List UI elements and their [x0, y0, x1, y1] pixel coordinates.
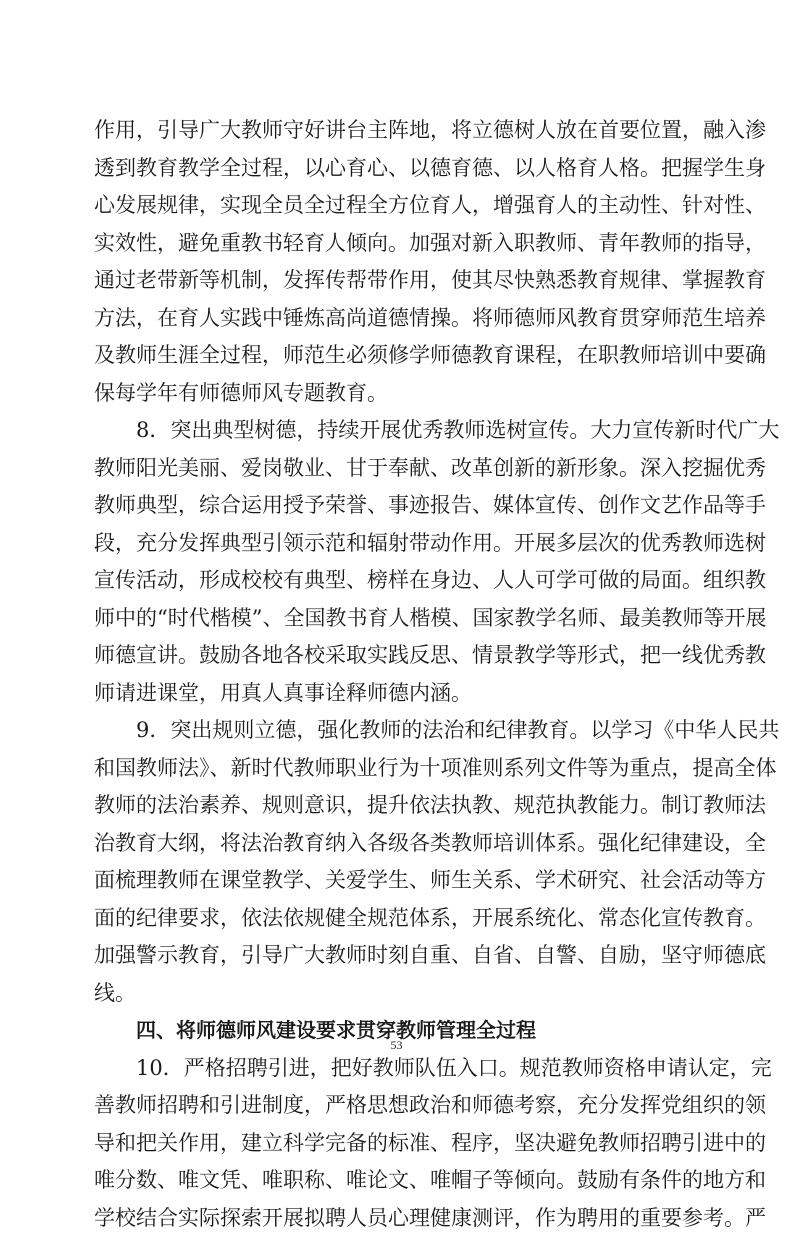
- text-line: 学校结合实际探索开展拟聘人员心理健康测评，作为聘用的重要参考。严: [94, 1200, 700, 1237]
- text-line: 唯分数、唯文凭、唯职称、唯论文、唯帽子等倾向。鼓励有条件的地方和: [94, 1162, 700, 1200]
- text-line: 通过老带新等机制，发挥传帮带作用，使其尽快熟悉教育规律、掌握教育: [94, 262, 700, 300]
- text-line: 宣传活动，形成校校有典型、榜样在身边、人人可学可做的局面。组织教: [94, 562, 700, 600]
- section-heading: 四、将师德师风建设要求贯穿教师管理全过程: [94, 1012, 700, 1050]
- text-line: 线。: [94, 975, 700, 1013]
- text-line: 保每学年有师德师风专题教育。: [94, 375, 700, 413]
- body-text: [94, 112, 700, 1237]
- text-line: 面的纪律要求，依法依规健全规范体系，开展系统化、常态化宣传教育。: [94, 900, 700, 938]
- text-line: 教师阳光美丽、爱岗敬业、甘于奉献、改革创新的新形象。深入挖掘优秀: [94, 450, 700, 488]
- text-line: 师请进课堂，用真人真事诠释师德内涵。: [94, 675, 700, 713]
- text-line: 导和把关作用，建立科学完备的标准、程序，坚决避免教师招聘引进中的: [94, 1125, 700, 1163]
- text-line: 教师典型，综合运用授予荣誉、事迹报告、媒体宣传、创作文艺作品等手: [94, 487, 700, 525]
- text-line: 方法，在育人实践中锤炼高尚道德情操。将师德师风教育贯穿师范生培养: [94, 300, 700, 338]
- text-line: 作用，引导广大教师守好讲台主阵地，将立德树人放在首要位置，融入渗: [94, 112, 700, 150]
- text-line: 心发展规律，实现全员全过程全方位育人，增强育人的主动性、针对性、: [94, 187, 700, 225]
- text-line: 10．严格招聘引进，把好教师队伍入口。规范教师资格申请认定，完: [94, 1050, 700, 1088]
- text-line: 加强警示教育，引导广大教师时刻自重、自省、自警、自励，坚守师德底: [94, 937, 700, 975]
- text-line: 治教育大纲，将法治教育纳入各级各类教师培训体系。强化纪律建设，全: [94, 825, 700, 863]
- text-line: 实效性，避免重教书轻育人倾向。加强对新入职教师、青年教师的指导，: [94, 225, 700, 263]
- page-number: 53: [0, 1038, 793, 1053]
- text-line: 8．突出典型树德，持续开展优秀教师选树宣传。大力宣传新时代广大: [94, 412, 700, 450]
- text-line: 和国教师法》、新时代教师职业行为十项准则系列文件等为重点，提高全体: [94, 750, 700, 788]
- text-line: 师中的“时代楷模”、全国教书育人楷模、国家教学名师、最美教师等开展: [94, 600, 700, 638]
- text-line: 师德宣讲。鼓励各地各校采取实践反思、情景教学等形式，把一线优秀教: [94, 637, 700, 675]
- text-line: 面梳理教师在课堂教学、关爱学生、师生关系、学术研究、社会活动等方: [94, 862, 700, 900]
- text-line: 透到教育教学全过程，以心育心、以德育德、以人格育人格。把握学生身: [94, 150, 700, 188]
- text-line: 段，充分发挥典型引领示范和辐射带动作用。开展多层次的优秀教师选树: [94, 525, 700, 563]
- text-line: 善教师招聘和引进制度，严格思想政治和师德考察，充分发挥党组织的领: [94, 1087, 700, 1125]
- text-line: 及教师生涯全过程，师范生必须修学师德教育课程，在职教师培训中要确: [94, 337, 700, 375]
- text-line: 9．突出规则立德，强化教师的法治和纪律教育。以学习《中华人民共: [94, 712, 700, 750]
- text-line: 教师的法治素养、规则意识，提升依法执教、规范执教能力。制订教师法: [94, 787, 700, 825]
